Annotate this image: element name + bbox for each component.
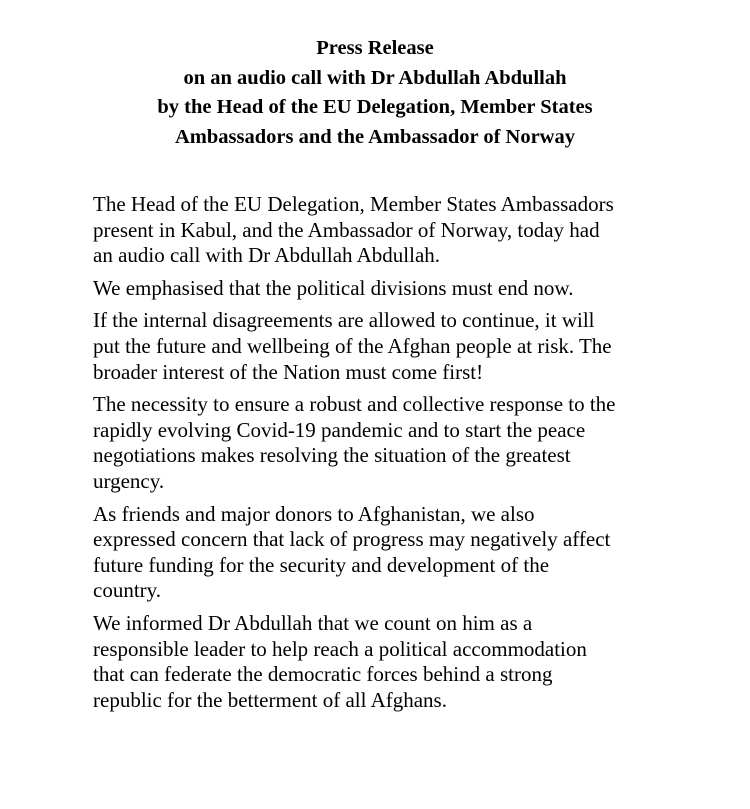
paragraph-covid-response [93,392,693,494]
paragraph-funding-concern [93,502,693,604]
paragraph-line: As friends and major donors to Afghanistan, we also [93,501,535,526]
header-subtitle-line-1: on an audio call with Dr Abdullah Abdullah [183,66,567,89]
press-release-body [93,192,693,720]
paragraph-line: We emphasised that the political divisions must end now. [93,275,574,300]
paragraph-line: The necessity to ensure a robust and collective response to the [93,392,616,417]
header-subtitle-line-3: Ambassadors and the Ambassador of Norway [175,125,575,148]
paragraph-line: country. [93,578,162,603]
document-title: Press Release [316,37,434,59]
paragraph-line: rapidly evolving Covid-19 pandemic and to start the peace [93,417,586,442]
press-release-header [0,34,750,152]
paragraph-line: If the internal disagreements are allowed to continue, it will [93,308,595,333]
paragraph-line: urgency. [93,468,165,493]
paragraph-line: broader interest of the Nation must come first! [93,359,484,384]
paragraph-line: present in Kabul, and the Ambassador of Norway, today had [93,217,600,242]
paragraph-disagreements [93,308,693,385]
paragraph-line: an audio call with Dr Abdullah Abdullah. [93,243,441,268]
paragraph-line: future funding for the security and development of the [93,552,550,577]
paragraph-line: put the future and wellbeing of the Afghan people at risk. The [93,333,612,358]
paragraph-line: responsible leader to help reach a political accommodation [93,636,587,661]
paragraph-line: expressed concern that lack of progress may negatively affect [93,527,611,552]
paragraph-line: that can federate the democratic forces behind a strong [93,662,553,687]
header-subtitle-line-2: by the Head of the EU Delegation, Member States [157,96,593,118]
paragraph-divisions [93,276,693,302]
paragraph-call-announcement [93,192,693,269]
paragraph-line: negotiations makes resolving the situation of the greatest [93,443,571,468]
paragraph-line: republic for the betterment of all Afghans. [93,687,447,712]
paragraph-line: The Head of the EU Delegation, Member States Ambassadors [93,192,614,216]
paragraph-line: We informed Dr Abdullah that we count on him as a [93,610,533,635]
paragraph-leadership [93,611,693,713]
